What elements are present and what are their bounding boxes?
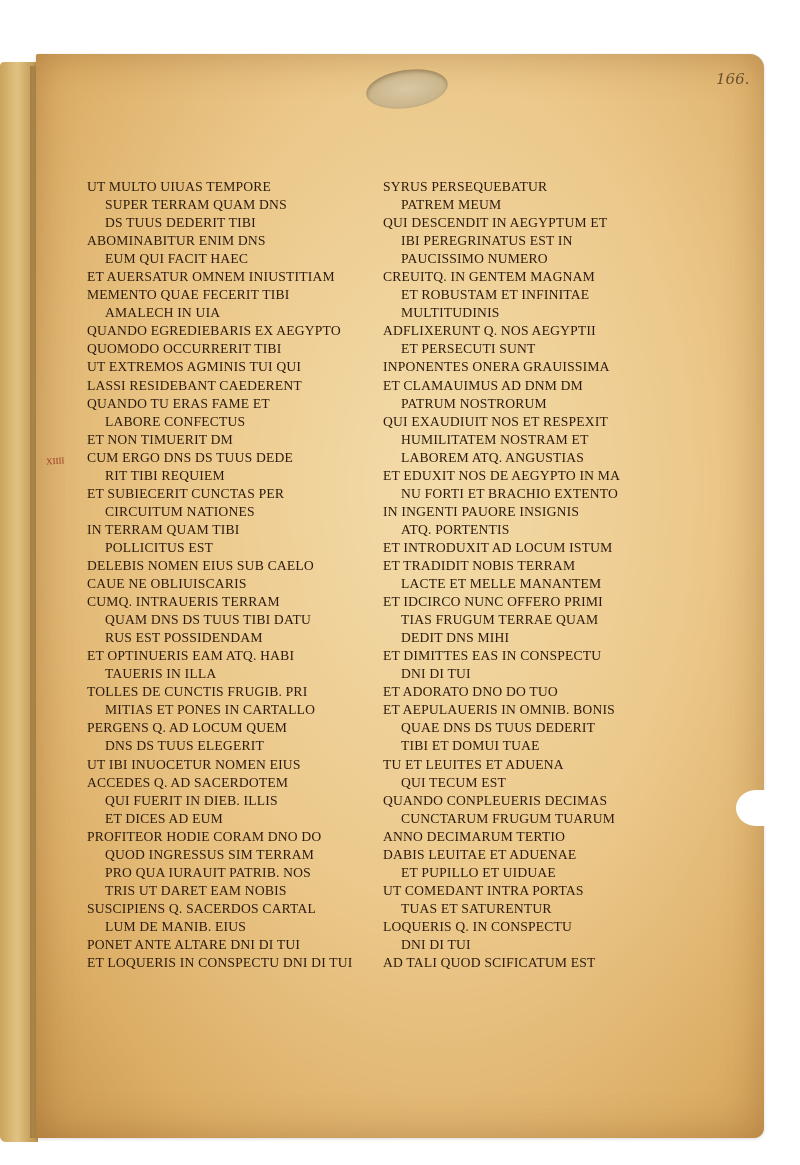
left-text-column: [87, 178, 353, 972]
manuscript-line: CAUE NE OBLIUISCARIS: [87, 576, 247, 592]
manuscript-line: QUI TECUM EST: [401, 774, 507, 790]
manuscript-line: ET AEPULAUERIS IN OMNIB. BONIS: [383, 702, 615, 718]
manuscript-line: PATRUM NOSTRORUM: [401, 395, 547, 411]
manuscript-line: UT MULTO UIUAS TEMPORE: [87, 179, 272, 194]
manuscript-line: ET PERSECUTI SUNT: [401, 341, 536, 357]
manuscript-line: ADFLIXERUNT Q. NOS AEGYPTII: [383, 323, 596, 339]
manuscript-line: ET NON TIMUERIT DM: [87, 431, 233, 447]
manuscript-line: TU ET LEUITES ET ADUENA: [383, 756, 564, 772]
chapter-rubric-marker: XIIII: [45, 455, 65, 467]
manuscript-line: ET CLAMAUIMUS AD DNM DM: [383, 377, 583, 393]
right-text-column: [383, 178, 620, 972]
manuscript-line: LACTE ET MELLE MANANTEM: [401, 576, 602, 592]
manuscript-line: DNS DS TUUS ELEGERIT: [105, 738, 264, 754]
manuscript-line: SUSCIPIENS Q. SACERDOS CARTAL: [87, 900, 316, 916]
manuscript-line: POLLICITUS EST: [105, 539, 214, 555]
manuscript-line: CREUITQ. IN GENTEM MAGNAM: [383, 269, 595, 285]
manuscript-line: PATREM MEUM: [401, 197, 502, 213]
manuscript-line: QUANDO TU ERAS FAME ET: [87, 395, 270, 411]
manuscript-line: PRO QUA IURAUIT PATRIB. NOS: [105, 864, 311, 880]
manuscript-line: EUM QUI FACIT HAEC: [105, 251, 249, 267]
manuscript-line: SYRUS PERSEQUEBATUR: [383, 179, 548, 194]
manuscript-line: PONET ANTE ALTARE DNI DI TUI: [87, 936, 301, 952]
manuscript-line: QUOD INGRESSUS SIM TERRAM: [105, 846, 315, 862]
manuscript-line: PROFITEOR HODIE CORAM DNO DO: [87, 828, 322, 844]
manuscript-line: MULTITUDINIS: [401, 305, 500, 321]
manuscript-line: PERGENS Q. AD LOCUM QUEM: [87, 720, 288, 736]
manuscript-line: UT IBI INUOCETUR NOMEN EIUS: [87, 756, 301, 772]
manuscript-line: TUAS ET SATURENTUR: [401, 900, 552, 916]
manuscript-line: CUMQ. INTRAUERIS TERRAM: [87, 594, 280, 610]
manuscript-line: ABOMINABITUR ENIM DNS: [87, 233, 266, 249]
manuscript-line: UT COMEDANT INTRA PORTAS: [383, 882, 584, 898]
manuscript-line: DNI DI TUI: [401, 666, 471, 682]
manuscript-line: QUANDO CONPLEUERIS DECIMAS: [383, 792, 608, 808]
manuscript-line: ET IDCIRCO NUNC OFFERO PRIMI: [383, 594, 603, 610]
manuscript-line: CIRCUITUM NATIONES: [105, 503, 255, 519]
manuscript-line: ET TRADIDIT NOBIS TERRAM: [383, 557, 576, 573]
manuscript-line: LUM DE MANIB. EIUS: [105, 918, 247, 934]
manuscript-line: MITIAS ET PONES IN CARTALLO: [105, 702, 316, 718]
manuscript-line: RIT TIBI REQUIEM: [105, 467, 225, 483]
manuscript-line: RUS EST POSSIDENDAM: [105, 630, 263, 646]
manuscript-line: ANNO DECIMARUM TERTIO: [383, 828, 566, 844]
manuscript-line: AD TALI QUOD SCIFICATUM EST: [383, 955, 596, 971]
manuscript-line: LOQUERIS Q. IN CONSPECTU: [383, 918, 573, 934]
manuscript-line: LABORE CONFECTUS: [105, 413, 246, 429]
manuscript-line: ACCEDES Q. AD SACERDOTEM: [87, 774, 289, 790]
manuscript-line: DABIS LEUITAE ET ADUENAE: [383, 846, 577, 862]
manuscript-line: IBI PEREGRINATUS EST IN: [401, 233, 573, 249]
manuscript-line: QUAM DNS DS TUUS TIBI DATU: [105, 612, 311, 628]
manuscript-line: SUPER TERRAM QUAM DNS: [105, 197, 287, 213]
manuscript-line: DS TUUS DEDERIT TIBI: [105, 215, 256, 231]
manuscript-line: QUOMODO OCCURRERIT TIBI: [87, 341, 282, 357]
manuscript-line: QUI DESCENDIT IN AEGYPTUM ET: [383, 215, 608, 231]
manuscript-line: ET ROBUSTAM ET INFINITAE: [401, 287, 590, 303]
manuscript-line: PAUCISSIMO NUMERO: [401, 251, 548, 267]
manuscript-line: UT EXTREMOS AGMINIS TUI QUI: [87, 359, 302, 375]
manuscript-line: NU FORTI ET BRACHIO EXTENTO: [401, 485, 619, 501]
manuscript-line: TRIS UT DARET EAM NOBIS: [105, 882, 287, 898]
manuscript-line: TAUERIS IN ILLA: [105, 666, 217, 682]
manuscript-line: HUMILITATEM NOSTRAM ET: [401, 431, 589, 447]
manuscript-line: ET EDUXIT NOS DE AEGYPTO IN MA: [383, 467, 621, 483]
manuscript-line: ET SUBIECERIT CUNCTAS PER: [87, 485, 285, 501]
folio-number: 166.: [716, 70, 750, 88]
manuscript-line: ATQ. PORTENTIS: [401, 521, 510, 537]
manuscript-line: QUI EXAUDIUIT NOS ET RESPEXIT: [383, 413, 609, 429]
manuscript-line: TIBI ET DOMUI TUAE: [401, 738, 540, 754]
manuscript-line: IN TERRAM QUAM TIBI: [87, 521, 240, 537]
manuscript-line: TIAS FRUGUM TERRAE QUAM: [401, 612, 599, 628]
manuscript-line: QUANDO EGREDIEBARIS EX AEGYPTO: [87, 323, 341, 339]
manuscript-line: IN INGENTI PAUORE INSIGNIS: [383, 503, 580, 519]
manuscript-line: MEMENTO QUAE FECERIT TIBI: [87, 287, 290, 303]
manuscript-line: AMALECH IN UIA: [105, 305, 221, 321]
manuscript-line: INPONENTES ONERA GRAUISSIMA: [383, 359, 610, 375]
manuscript-line: CUM ERGO DNS DS TUUS DEDE: [87, 449, 294, 465]
manuscript-line: ET PUPILLO ET UIDUAE: [401, 864, 556, 880]
manuscript-line: QUI FUERIT IN DIEB. ILLIS: [105, 792, 278, 808]
manuscript-line: ET OPTINUERIS EAM ATQ. HABI: [87, 648, 295, 664]
manuscript-line: ET DIMITTES EAS IN CONSPECTU: [383, 648, 602, 664]
manuscript-line: ET AUERSATUR OMNEM INIUSTITIAM: [87, 269, 335, 285]
manuscript-line: CUNCTARUM FRUGUM TUARUM: [401, 810, 615, 826]
manuscript-line: DEDIT DNS MIHI: [401, 630, 510, 646]
manuscript-line: LABOREM ATQ. ANGUSTIAS: [401, 449, 585, 465]
leaf-damage-notch: [736, 790, 776, 826]
manuscript-line: ET ADORATO DNO DO TUO: [383, 684, 558, 700]
manuscript-line: DELEBIS NOMEN EIUS SUB CAELO: [87, 557, 314, 573]
manuscript-line: QUAE DNS DS TUUS DEDERIT: [401, 720, 596, 736]
manuscript-line: DNI DI TUI: [401, 936, 471, 952]
manuscript-line: TOLLES DE CUNCTIS FRUGIB. PRI: [87, 684, 308, 700]
manuscript-line: ET INTRODUXIT AD LOCUM ISTUM: [383, 539, 613, 555]
manuscript-line: LASSI RESIDEBANT CAEDERENT: [87, 377, 302, 393]
manuscript-line: ET LOQUERIS IN CONSPECTU DNI DI TUI: [87, 955, 353, 971]
manuscript-line: ET DICES AD EUM: [105, 810, 223, 826]
